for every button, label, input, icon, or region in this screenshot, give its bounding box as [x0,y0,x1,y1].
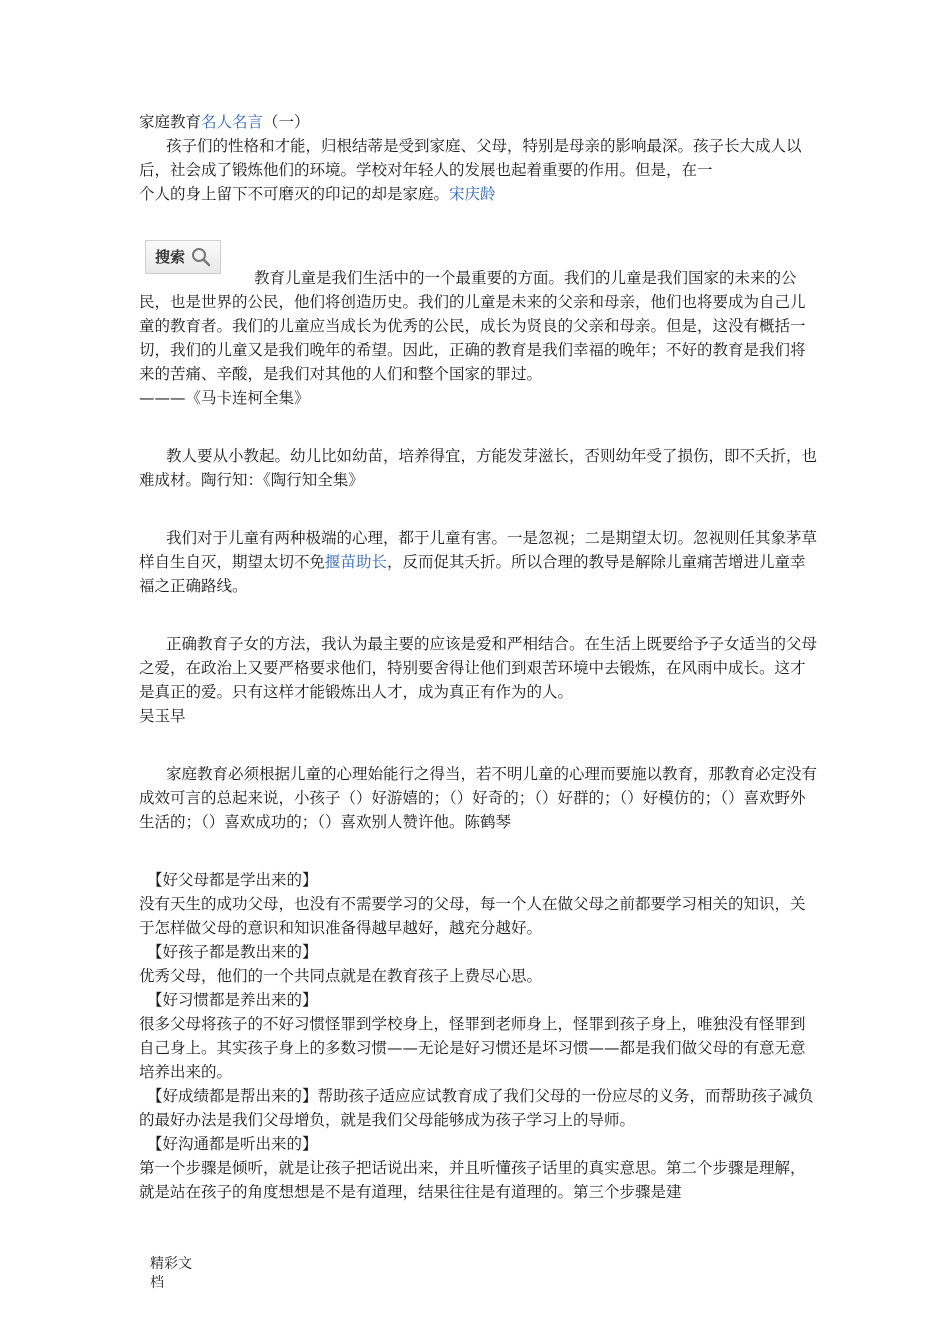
title-suffix: （一） [263,113,310,131]
title-text: 家庭教育 [139,113,202,131]
footer-line-1: 精彩文 [150,1256,192,1272]
footer-watermark [150,1255,194,1293]
section-4 [139,1084,819,1132]
title-link[interactable]: 名人名言 [201,113,264,131]
paragraph-4-pre: 我们对于儿童有两种极端的心理，都于儿童有害。一是忽视；二是期望太切。忽视则任其象茅草样自生自灭，期望太切不免 [139,529,818,571]
section-5-body: 第一个步骤是倾听，就是让孩子把话说出来，并且听懂孩子话里的真实意思。第二个步骤是理解，就是站在孩子的角度想想是不是有道理，结果往往是有道理的。第三个步骤是建 [139,1159,806,1201]
search-button-label: 搜索 [154,248,185,266]
spacer [139,410,819,444]
document-body [139,110,819,1204]
paragraph-2-source: ———《马卡连柯全集》 [139,389,310,407]
paragraph-1-line2 [139,182,819,206]
spacer [139,598,819,632]
section-4-body: 帮助孩子适应应试教育成了我们父母的一份应尽的义务，而帮助孩子减负的最好办法是我们父母增负，就是我们父母能够成为孩子学习上的导师。 [139,1087,814,1129]
spacer [139,206,819,262]
section-3-heading: 【好习惯都是养出来的】 [147,991,318,1009]
section-2-heading: 【好孩子都是教出来的】 [147,943,318,961]
footer-line-2: 档 [150,1275,164,1291]
paragraph-6: 家庭教育必须根据儿童的心理始能行之得当，若不明儿童的心理而要施以教育，那教育必定没有成效可言的总起来说，小孩子（）好游嬉的；（）好奇的；（）好群的；（）好模仿的；（）喜欢野外生活的；（）喜欢成功的；（）喜欢别人赞许他。陈鹤琴 [139,765,818,831]
spacer [139,492,819,526]
section-3-body: 很多父母将孩子的不好习惯怪罪到学校身上，怪罪到老师身上，怪罪到孩子身上，唯独没有怪罪到自己身上。其实孩子身上的多数习惯——无论是好习惯还是坏习惯——都是我们做父母的有意无意培养出来的。 [139,1015,806,1081]
search-icon [191,247,211,267]
paragraph-2: 教育儿童是我们生活中的一个最重要的方面。我们的儿童是我们国家的未来的公民，也是世界的公民，他们将创造历史。我们的儿童是未来的父亲和母亲，他们也将要成为自己儿童的教育者。我们的儿童应当成长为优秀的公民，成长为贤良的父亲和母亲。但是，这没有概括一切，我们的儿童又是我们晚年的希望。因此，正确的教育是我们幸福的晚年；不好的教育是我们将来的苦痛、辛酸，是我们对其他的人们和整个国家的罪过。 [139,269,806,383]
paragraph-1: 孩子们的性格和才能，归根结蒂是受到家庭、父母，特别是母亲的影响最深。孩子长大成人以后，社会成了锻炼他们的环境。学校对年轻人的发展也起着重要的作用。但是，在一 [139,137,802,179]
section-4-heading: 【好成绩都是帮出来的】 [147,1087,318,1105]
paragraph-1-tail: 个人的身上留下不可磨灭的印记的却是家庭。 [139,185,450,203]
paragraph-5-author: 吴玉早 [139,707,186,725]
spacer [139,834,819,868]
paragraph-4 [139,526,819,598]
section-5-heading: 【好沟通都是听出来的】 [147,1135,318,1153]
paragraph-3: 教人要从小教起。幼儿比如幼苗，培养得宜，方能发芽滋长，否则幼年受了损伤，即不夭折，也难成材。陶行知：《陶行知全集》 [139,447,818,489]
paragraph-5: 正确教育子女的方法，我认为最主要的应该是爱和严相结合。在生活上既要给予子女适当的父母之爱，在政治上又要严格要求他们，特别要舍得让他们到艰苦环境中去锻炼，在风雨中成长。这才是真正的爱。只有这样才能锻炼出人才，成为真正有作为的人。 [139,635,818,701]
section-1-heading: 【好父母都是学出来的】 [147,871,318,889]
section-1-body: 没有天生的成功父母，也没有不需要学习的父母，每一个人在做父母之前都要学习相关的知识，关于怎样做父母的意识和知识准备得越早越好，越充分越好。 [139,895,806,937]
section-2-body: 优秀父母，他们的一个共同点就是在教育孩子上费尽心思。 [139,967,543,985]
search-row [139,248,819,410]
link-yamiaozhuzhang[interactable]: 揠苗助长 [325,553,388,571]
paragraph-4-post: ，反而促其夭折。所以合理的教导是解除儿童痛苦增进儿童幸福之正确路线。 [139,553,806,595]
spacer [139,728,819,762]
page-title [139,110,819,134]
author-link-song-qingling[interactable]: 宋庆龄 [449,185,496,203]
search-button[interactable] [145,240,221,274]
